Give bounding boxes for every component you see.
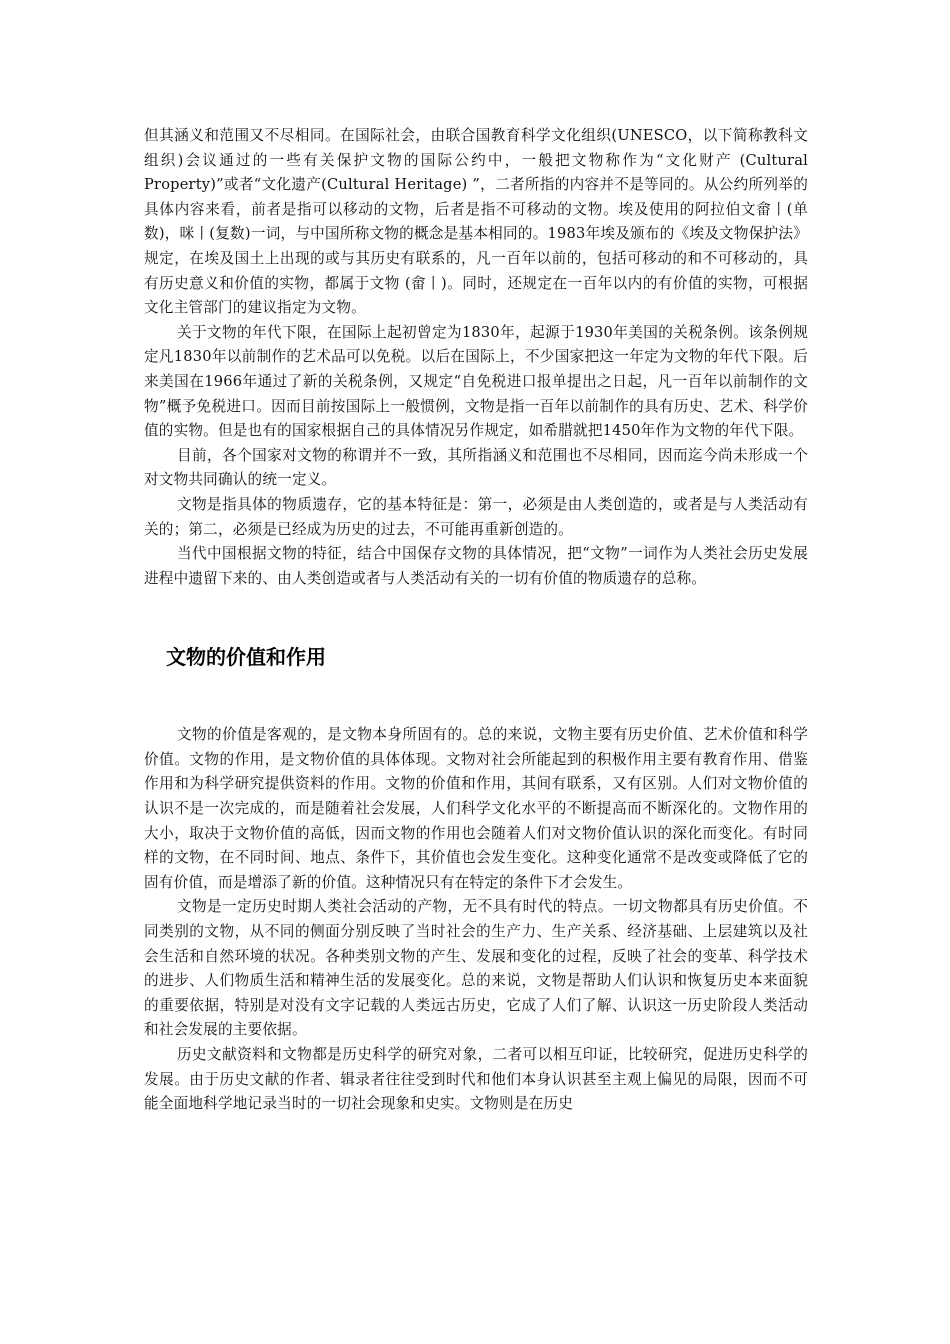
paragraph: 文物是指具体的物质遗存，它的基本特征是：第一，必须是由人类创造的，或者是与人类活动有关的；第二，必须是已经成为历史的过去，不可能再重新创造的。 bbox=[144, 495, 808, 538]
paragraph-continued: 但其涵义和范围又不尽相同。在国际社会，由联合国教育科学文化组织(UNESCO，以下简称教科文组织)会议通过的一些有关保护文物的国际公约中，一般把文物称作为“文化财产 (Cultural Property)”或者“文化遗产(Cultural Heritage) ”，二者所指的内容并不是等同的。从公约所列举的具体内容来看，前者是指可以移动的文物，后者是指不可移动的文物。埃及使用的阿拉伯文畲丨(单数)，咪丨(复数)一词，与中国所称文物的概念是基本相同的。1983年埃及颁布的《埃及文物保护法》规定，在埃及国土上出现的或与其历史有联系的，凡一百年以前的，包括可移动的和不可移动的，具有历史意义和价值的实物，都属于文物 (畲丨)。同时，还规定在一百年以内的有价值的实物，可根据文化主管部门的建议指定为文物。 bbox=[144, 127, 808, 317]
section-heading: 文物的价值和作用 bbox=[166, 645, 326, 670]
section-value-and-role bbox=[144, 723, 808, 1117]
paragraph: 文物的价值是客观的，是文物本身所固有的。总的来说，文物主要有历史价值、艺术价值和科学价值。文物的作用，是文物价值的具体体现。文物对社会所能起到的积极作用主要有教育作用、借鉴作用和为科学研究提供资料的作用。文物的价值和作用，其间有联系，又有区别。人们对文物价值的认识不是一次完成的，而是随着社会发展，人们科学文化水平的不断提高而不断深化的。文物作用的大小，取决于文物价值的高低，因而文物的作用也会随着人们对文物价值认识的深化而变化。有时同样的文物，在不同时间、地点、条件下，其价值也会发生变化。这种变化通常不是改变或降低了它的固有价值，而是增添了新的价值。这种情况只有在特定的条件下才会发生。 bbox=[144, 726, 808, 891]
paragraph: 历史文献资料和文物都是历史科学的研究对象，二者可以相互印证，比较研究，促进历史科学的发展。由于历史文献的作者、辑录者往往受到时代和他们本身认识甚至主观上偏见的局限，因而不可能全面地科学地记录当时的一切社会现象和史实。文物则是在历史 bbox=[144, 1046, 808, 1113]
document-page bbox=[144, 124, 808, 1117]
section-definition bbox=[144, 124, 808, 591]
paragraph: 关于文物的年代下限，在国际上起初曾定为1830年，起源于1930年美国的关税条例。该条例规定凡1830年以前制作的艺术品可以免税。以后在国际上，不少国家把这一年定为文物的年代下限。后来美国在1966年通过了新的关税条例，又规定“自免税进口报单提出之日起，凡一百年以前制作的文物”概予免税进口。因而目前按国际上一般惯例，文物是指一百年以前制作的具有历史、艺术、科学价值的实物。但是也有的国家根据自己的具体情况另作规定，如希腊就把1450年作为文物的年代下限。 bbox=[144, 323, 808, 440]
paragraph: 目前，各个国家对文物的称谓并不一致，其所指涵义和范围也不尽相同，因而迄今尚未形成一个对文物共同确认的统一定义。 bbox=[144, 446, 808, 489]
paragraph: 文物是一定历史时期人类社会活动的产物，无不具有时代的特点。一切文物都具有历史价值。不同类别的文物，从不同的侧面分别反映了当时社会的生产力、生产关系、经济基础、上层建筑以及社会生活和自然环境的状况。各种类别文物的产生、发展和变化的过程，反映了社会的变革、科学技术的进步、人们物质生活和精神生活的发展变化。总的来说，文物是帮助人们认识和恢复历史本来面貌的重要依据，特别是对没有文字记载的人类远古历史，它成了人们了解、认识这一历史阶段人类活动和社会发展的主要依据。 bbox=[144, 898, 808, 1039]
paragraph: 当代中国根据文物的特征，结合中国保存文物的具体情况，把“文物”一词作为人类社会历史发展进程中遗留下来的、由人类创造或者与人类活动有关的一切有价值的物质遗存的总称。 bbox=[144, 545, 808, 587]
spacer bbox=[144, 591, 808, 643]
spacer bbox=[144, 671, 808, 723]
